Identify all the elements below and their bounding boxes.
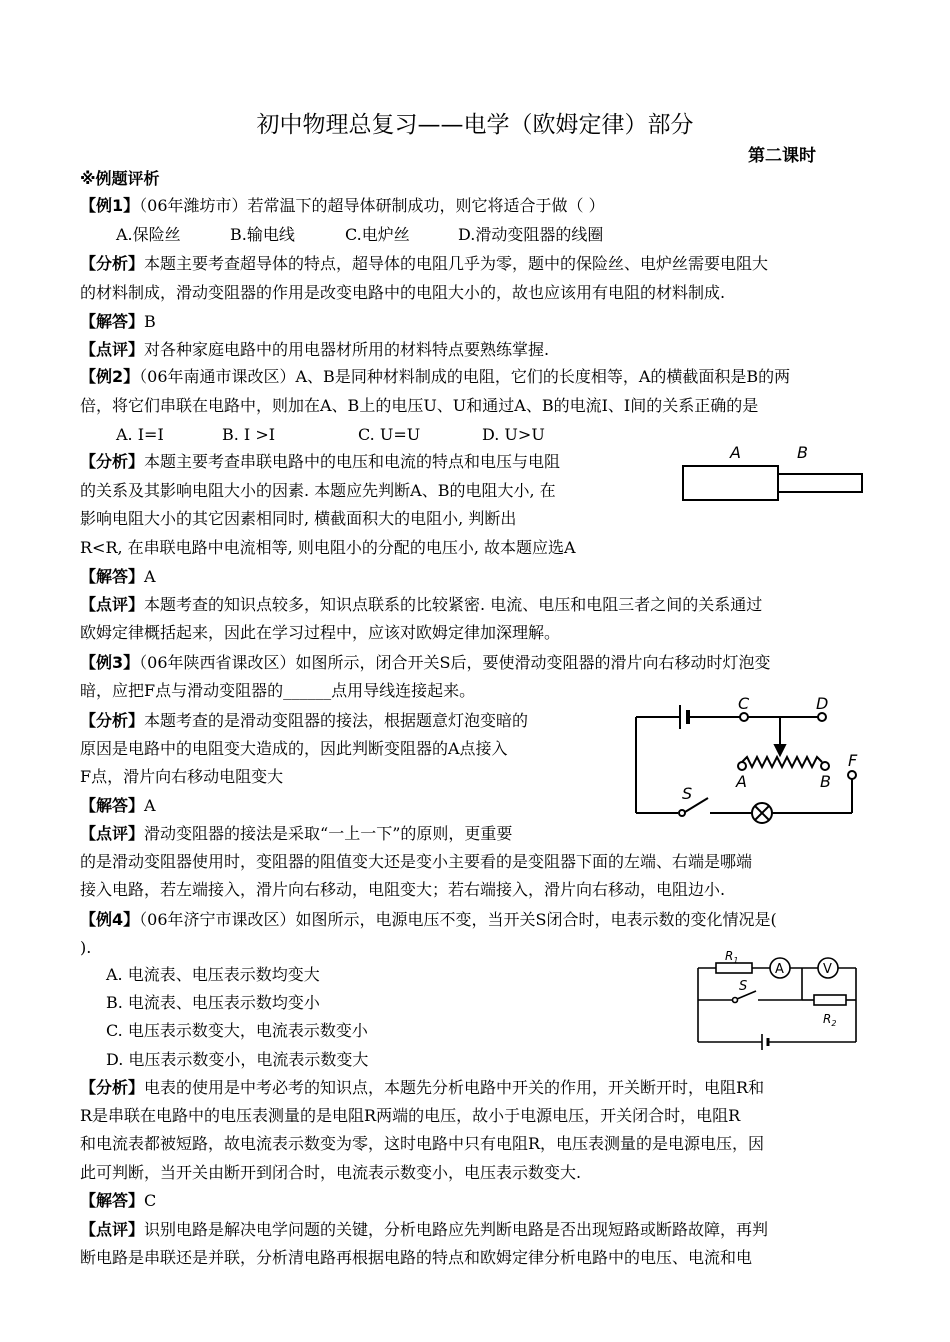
resistor-r2	[814, 995, 846, 1005]
ex4-tag: 【例4】	[80, 910, 140, 929]
ex1-comment-text: 对各种家庭电路中的用电器材所用的材料特点要熟练掌握.	[144, 340, 550, 359]
ex4-analysis-text1: 电表的使用是中考必考的知识点，本题先分析电路中开关的作用，开关断开时，电阻R和	[144, 1078, 765, 1097]
ex2-option-d: D. U>U	[482, 425, 545, 444]
ex2-tag: 【例2】	[80, 367, 140, 386]
ex2-analysis-line4: R<R, 在串联电路中电流相等, 则电阻小的分配的电压小, 故本题应选A	[80, 538, 576, 557]
ex1-analysis-label: 【分析】	[80, 254, 145, 273]
ex1-option-d: D.滑动变阻器的线圈	[458, 225, 604, 244]
ex1-analysis-line2: 的材料制成，滑动变阻器的作用是改变电路中的电阻大小的，故也应该用有电阻的材料制成.	[80, 283, 726, 302]
ex3-answer-value: A	[144, 796, 156, 815]
ex2-answer-value: A	[144, 567, 156, 586]
ex2-comment-line2: 欧姆定律概括起来，因此在学习过程中，应该对欧姆定律加深理解。	[80, 623, 561, 642]
ex2-question-line1	[80, 366, 790, 388]
ex3-analysis-label: 【分析】	[80, 711, 145, 730]
fig3-label-b: B	[820, 772, 831, 791]
ex2-analysis-label: 【分析】	[80, 452, 145, 471]
ex1-analysis-text1: 本题主要考查超导体的特点，超导体的电阻几乎为零，题中的保险丝、电炉丝需要电阻大	[144, 254, 769, 273]
ex3-figure	[628, 695, 868, 830]
ex3-comment-label: 【点评】	[80, 824, 145, 843]
ex3-answer	[80, 795, 156, 817]
ex1-comment	[80, 339, 549, 361]
ex1-answer	[80, 311, 156, 333]
ex1-analysis-line1	[80, 253, 768, 275]
ex4-question-line2: ).	[80, 938, 92, 957]
ex1-question-text: （06年潍坊市）若常温下的超导体研制成功，则它将适合于做（ ）	[139, 196, 605, 215]
ex2-comment-text1: 本题考查的知识点较多，知识点联系的比较紧密. 电流、电压和电阻三者之间的关系通过	[144, 595, 763, 614]
ex4-answer	[80, 1190, 156, 1212]
ex4-answer-label: 【解答】	[80, 1191, 145, 1210]
fig4-label-s: S	[739, 979, 748, 994]
ex3-question-line1	[80, 652, 770, 674]
fig4-label-voltmeter: V	[823, 962, 832, 977]
rheostat-coil	[742, 757, 822, 767]
terminal-f	[848, 771, 856, 779]
ex4-answer-value: C	[144, 1191, 157, 1210]
ex1-comment-label: 【点评】	[80, 340, 145, 359]
ex2-comment-label: 【点评】	[80, 595, 145, 614]
ex1-question	[80, 195, 605, 217]
ex1-option-b: B.输电线	[230, 225, 295, 244]
ex3-tag: 【例3】	[80, 653, 140, 672]
ex4-comment-label: 【点评】	[80, 1220, 145, 1239]
ex4-analysis-label: 【分析】	[80, 1078, 145, 1097]
ex4-option-d: D. 电压表示数变小，电流表示数变大	[106, 1050, 369, 1069]
fig-label-a: A	[730, 443, 741, 462]
fig4-label-r2-text: R	[823, 1012, 832, 1026]
fig-label-b: B	[797, 443, 808, 462]
ex1-tag: 【例1】	[80, 196, 140, 215]
ex4-comment-line2: 断电路是串联还是并联，分析清电路再根据电路的特点和欧姆定律分析电路中的电压、电流和电	[80, 1248, 753, 1267]
terminal-d	[818, 713, 826, 721]
terminal-a	[738, 762, 746, 770]
ex4-question-line1	[80, 909, 777, 931]
ex4-comment-line1	[80, 1219, 768, 1241]
ex3-answer-label: 【解答】	[80, 796, 145, 815]
ex2-figure	[675, 438, 870, 508]
ex2-analysis-line1	[80, 451, 560, 473]
ex4-option-a: A. 电流表、电压表示数均变大	[106, 965, 320, 984]
section-heading: ※例题评析	[80, 169, 160, 188]
ex2-analysis-line2: 的关系及其影响电阻大小的因素. 本题应先判断A、B的电阻大小, 在	[80, 481, 556, 500]
ex4-analysis-line2: R是串联在电路中的电压表测量的是电阻R两端的电压，故小于电源电压，开关闭合时，电阻R	[80, 1106, 741, 1125]
ex3-comment-text1: 滑动变阻器的接法是采取“一上一下”的原则，更重要	[144, 824, 513, 843]
ex1-option-a: A.保险丝	[116, 225, 181, 244]
ex3-comment-line3: 接入电路，若左端接入，滑片向右移动，电阻变大；若右端接入，滑片向右移动，电阻边小.	[80, 880, 726, 899]
ex4-option-c: C. 电压表示数变大，电流表示数变小	[106, 1021, 368, 1040]
ex1-option-c: C.电炉丝	[345, 225, 410, 244]
ex4-option-b: B. 电流表、电压表示数均变小	[106, 993, 320, 1012]
ex1-answer-value: B	[144, 312, 156, 331]
ex4-question-text1: （06年济宁市课改区）如图所示，电源电压不变，当开关S闭合时，电表示数的变化情况是(	[139, 910, 777, 929]
terminal-b	[821, 762, 829, 770]
fig4-label-r2: $R_2$	[823, 1012, 837, 1028]
ex3-comment-line1	[80, 823, 512, 845]
ex3-analysis-text1: 本题考查的是滑动变阻器的接法，根据题意灯泡变暗的	[144, 711, 529, 730]
ex4-comment-text1: 识别电路是解决电学问题的关键，分析电路应先判断电路是否出现短路或断路故障，再判	[144, 1220, 769, 1239]
ex3-analysis-line3: F点，滑片向右移动电阻变大	[80, 767, 284, 786]
page-subtitle: 第二课时	[748, 146, 816, 166]
resistor-a-shape	[683, 466, 778, 500]
ex2-answer	[80, 566, 156, 588]
ex2-option-a: A. I=I	[116, 425, 164, 444]
fig3-label-s: S	[682, 784, 693, 803]
resistor-b-shape	[778, 474, 862, 492]
fig3-label-a: A	[736, 772, 747, 791]
ex3-question-line2: 暗，应把F点与滑动变阻器的______点用导线连接起来。	[80, 681, 476, 700]
terminal-c	[740, 713, 748, 721]
ex3-question-text1: （06年陕西省课改区）如图所示，闭合开关S后，要使滑动变阻器的滑片向右移动时灯泡变	[139, 653, 771, 672]
ex2-answer-label: 【解答】	[80, 567, 145, 586]
fig4-label-ammeter: A	[775, 962, 784, 977]
ex2-analysis-text1: 本题主要考查串联电路中的电压和电流的特点和电压与电阻	[144, 452, 561, 471]
ex2-analysis-line3: 影响电阻大小的其它因素相同时, 横截面积大的电阻小, 判断出	[80, 509, 517, 528]
page-title: 初中物理总复习——电学（欧姆定律）部分	[256, 112, 694, 138]
fig4-label-r1-text: R	[725, 950, 734, 963]
fig3-label-c: C	[738, 695, 750, 713]
ex4-analysis-line3: 和电流表都被短路，故电流表示数变为零，这时电路中只有电阻R，电压表测量的是电源电压，因	[80, 1134, 765, 1153]
fig3-label-d: D	[816, 695, 829, 713]
ex2-option-c: C. U=U	[358, 425, 421, 444]
ex2-comment-line1	[80, 594, 762, 616]
ex4-analysis-line4: 此可判断，当开关由断开到闭合时，电流表示数变小，电压表示数变大.	[80, 1163, 582, 1182]
ex2-option-b: B. I >I	[222, 425, 276, 444]
ex1-answer-label: 【解答】	[80, 312, 145, 331]
ex3-comment-line2: 的是滑动变阻器使用时，变阻器的阻值变大还是变小主要看的是变阻器下面的左端、右端是哪端	[80, 852, 753, 871]
ex4-analysis-line1	[80, 1077, 764, 1099]
ex2-question-text1: （06年南通市课改区）A、B是同种材料制成的电阻，它们的长度相等，A的横截面积是B的两	[139, 367, 791, 386]
slider-arrow	[775, 745, 785, 755]
fig4-label-r1: $R_1$	[725, 950, 739, 965]
ex3-analysis-line2: 原因是电路中的电阻变大造成的，因此判断变阻器的A点接入	[80, 739, 508, 758]
fig3-label-f: F	[848, 751, 858, 770]
ex2-question-line2: 倍，将它们串联在电路中，则加在A、B上的电压U、U和通过A、B的电流I、I间的关系正确的是	[80, 396, 759, 415]
ex4-figure	[692, 950, 872, 1056]
ex3-analysis-line1	[80, 710, 528, 732]
